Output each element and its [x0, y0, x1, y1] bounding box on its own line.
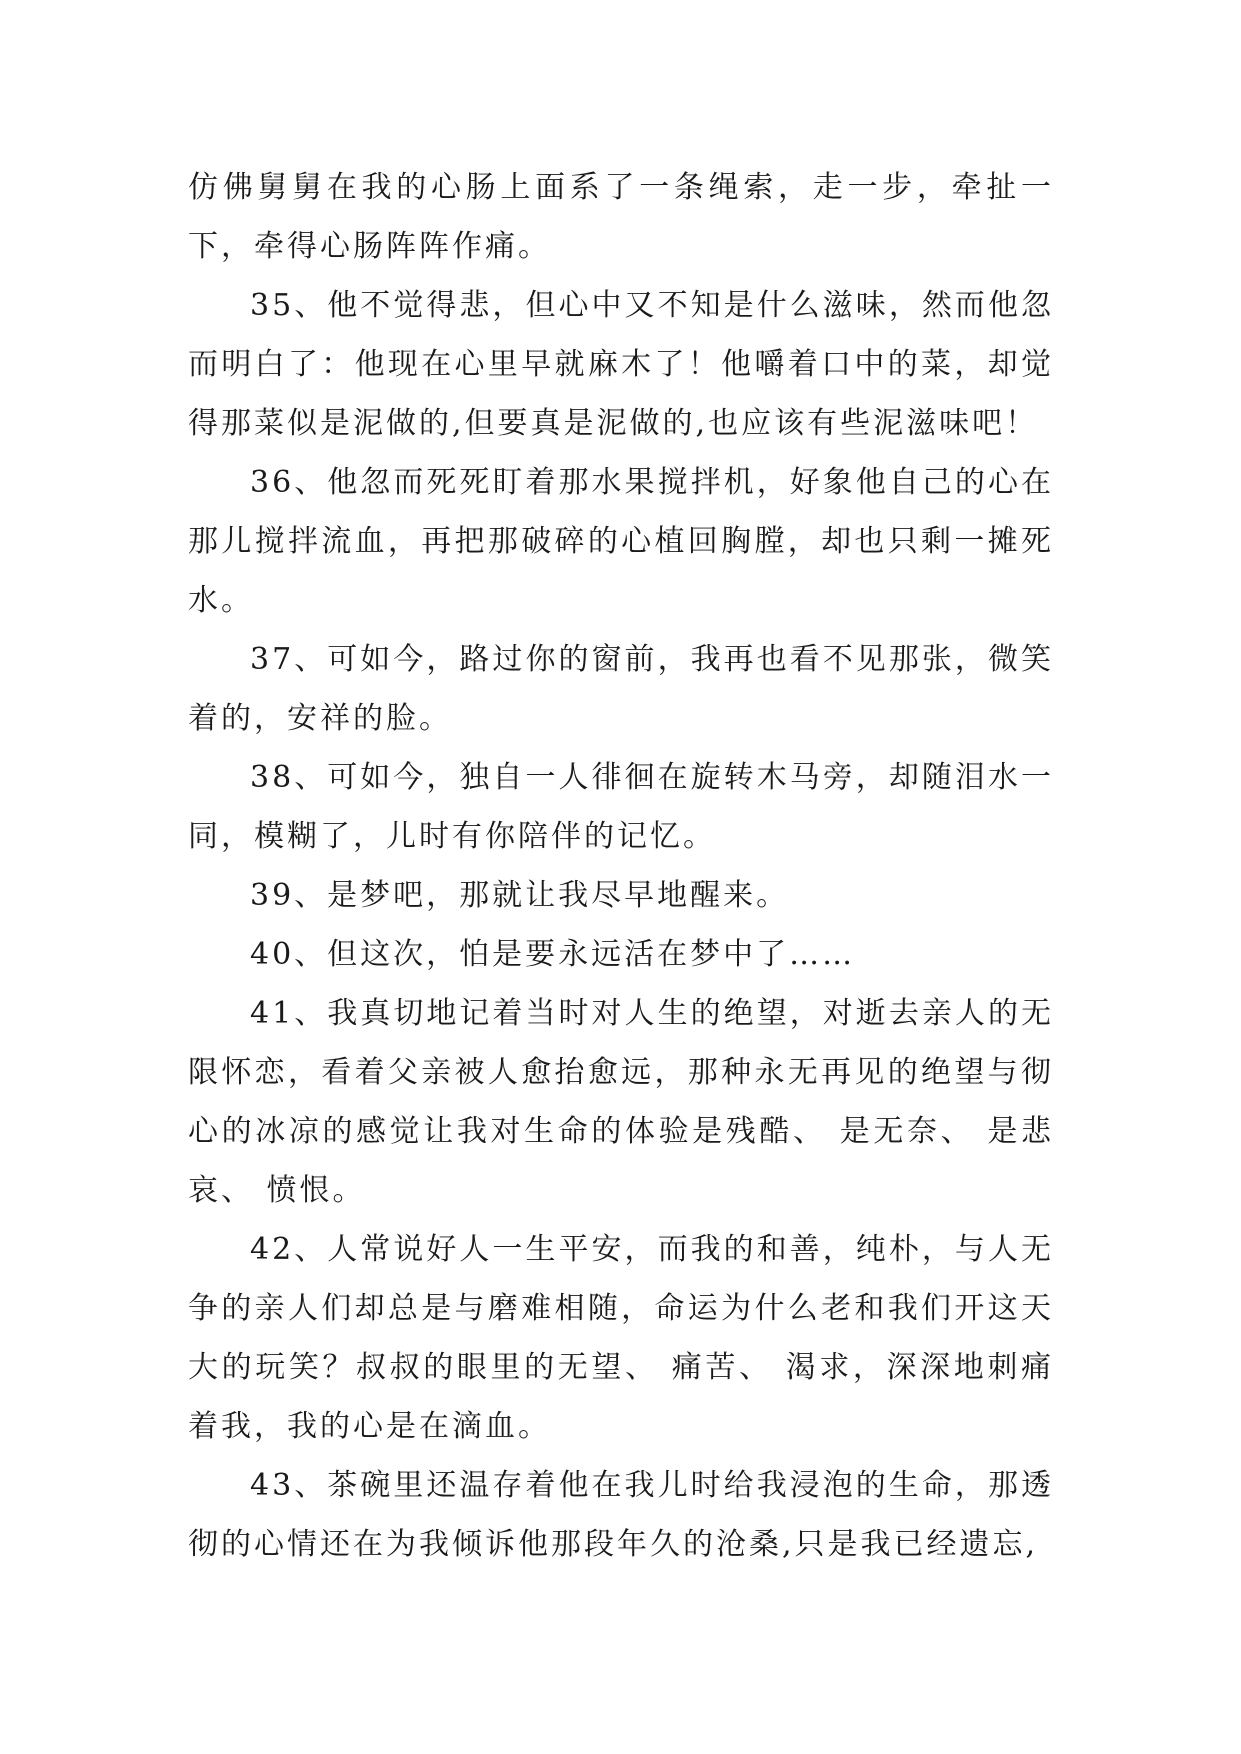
paragraph-43: 43、茶碗里还温存着他在我儿时给我浸泡的生命，那透彻的心情还在为我倾诉他那段年久的沧桑,只是我已经遗忘,: [188, 1468, 1054, 1562]
paragraph-continuation: 仿佛舅舅在我的心肠上面系了一条绳索，走一步，牵扯一下，牵得心肠阵阵作痛。: [188, 170, 1054, 264]
paragraph-42: 42、人常说好人一生平安，而我的和善，纯朴，与人无争的亲人们却总是与磨难相随，命运为什么老和我们开这天大的玩笑？叔叔的眼里的无望、 痛苦、 渴求，深深地刺痛着我，我的心是在滴血。: [188, 1232, 1054, 1444]
body-text: [188, 158, 1054, 1574]
paragraph-35: 35、他不觉得悲，但心中又不知是什么滋味，然而他忽而明白了：他现在心里早就麻木了！他嚼着口中的菜，却觉得那菜似是泥做的,但要真是泥做的,也应该有些泥滋味吧！: [188, 288, 1054, 441]
paragraph-37: 37、可如今，路过你的窗前，我再也看不见那张，微笑着的，安祥的脸。: [188, 642, 1054, 736]
paragraph-36: 36、他忽而死死盯着那水果搅拌机，好象他自己的心在那儿搅拌流血，再把那破碎的心植回胸膛，却也只剩一摊死水。: [188, 465, 1054, 618]
paragraph-38: 38、可如今，独自一人徘徊在旋转木马旁，却随泪水一同，模糊了，儿时有你陪伴的记忆。: [188, 760, 1054, 854]
paragraph-41: 41、我真切地记着当时对人生的绝望，对逝去亲人的无限怀恋，看着父亲被人愈抬愈远，那种永无再见的绝望与彻心的冰凉的感觉让我对生命的体验是残酷、 是无奈、 是悲哀、 愤恨。: [188, 996, 1054, 1208]
paragraph-39: 39、是梦吧，那就让我尽早地醒来。: [250, 878, 790, 913]
paragraph-40: 40、但这次，怕是要永远活在梦中了……: [250, 937, 856, 972]
